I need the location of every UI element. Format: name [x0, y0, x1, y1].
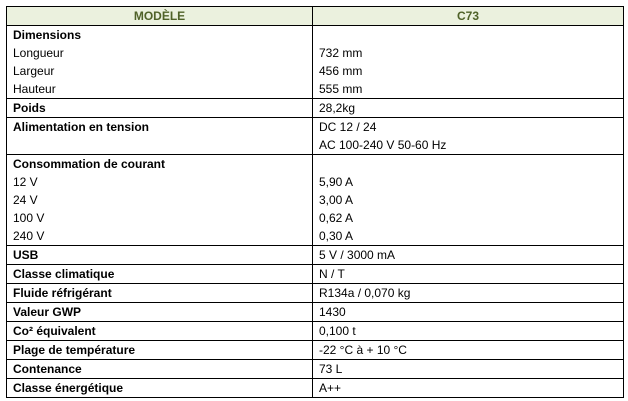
- classe-climatique-value: N / T: [313, 265, 624, 284]
- alimentation-values: [313, 118, 624, 155]
- alimentation-label-cell: [7, 118, 313, 155]
- table-row-dimensions: [7, 26, 624, 99]
- dimensions-title: Dimensions: [13, 28, 82, 42]
- header-model: MODÈLE: [7, 7, 313, 26]
- temperature-value: -22 °C à + 10 °C: [313, 341, 624, 360]
- label-24v: 24 V: [13, 193, 38, 207]
- table-row-co2: [7, 322, 624, 341]
- label-largeur: Largeur: [13, 64, 55, 78]
- value-240v: 0,30 A: [319, 229, 354, 243]
- alimentation-ac: AC 100-240 V 50-60 Hz: [319, 138, 447, 152]
- co2-label: Co² équivalent: [7, 322, 313, 341]
- label-longueur: Longueur: [13, 46, 64, 60]
- value-largeur: 456 mm: [319, 64, 363, 78]
- table-row-fluide: [7, 284, 624, 303]
- spec-table: [6, 6, 624, 398]
- header-c73: C73: [313, 7, 624, 26]
- classe-energetique-value: A++: [313, 379, 624, 398]
- table-row-usb: [7, 246, 624, 265]
- fluide-label: Fluide réfrigérant: [7, 284, 313, 303]
- alimentation-dc: DC 12 / 24: [319, 120, 377, 134]
- contenance-value: 73 L: [313, 360, 624, 379]
- table-row-contenance: [7, 360, 624, 379]
- classe-energetique-label: Classe énergétique: [7, 379, 313, 398]
- value-100v: 0,62 A: [319, 211, 354, 225]
- usb-label: USB: [7, 246, 313, 265]
- table-row-poids: [7, 99, 624, 118]
- dimensions-values: [313, 26, 624, 99]
- fluide-value: R134a / 0,070 kg: [313, 284, 624, 303]
- table-row-alimentation: [7, 118, 624, 155]
- classe-climatique-label: Classe climatique: [7, 265, 313, 284]
- alimentation-label: Alimentation en tension: [13, 120, 150, 134]
- value-longueur: 732 mm: [319, 46, 363, 60]
- value-24v: 3,00 A: [319, 193, 354, 207]
- value-hauteur: 555 mm: [319, 82, 363, 96]
- consommation-title: Consommation de courant: [13, 157, 166, 171]
- consommation-labels: [7, 155, 313, 246]
- usb-value: 5 V / 3000 mA: [313, 246, 624, 265]
- table-row-gwp: [7, 303, 624, 322]
- poids-value: 28,2kg: [313, 99, 624, 118]
- contenance-label: Contenance: [7, 360, 313, 379]
- table-row-consommation: [7, 155, 624, 246]
- label-100v: 100 V: [13, 211, 45, 225]
- label-hauteur: Hauteur: [13, 82, 56, 96]
- table-header-row: [7, 7, 624, 26]
- temperature-label: Plage de température: [7, 341, 313, 360]
- gwp-value: 1430: [313, 303, 624, 322]
- table-row-temperature: [7, 341, 624, 360]
- poids-label: Poids: [7, 99, 313, 118]
- consommation-values: [313, 155, 624, 246]
- value-12v: 5,90 A: [319, 175, 354, 189]
- label-240v: 240 V: [13, 229, 45, 243]
- gwp-label: Valeur GWP: [7, 303, 313, 322]
- dimensions-labels: [7, 26, 313, 99]
- table-row-classe-climatique: [7, 265, 624, 284]
- table-row-classe-energetique: [7, 379, 624, 398]
- co2-value: 0,100 t: [313, 322, 624, 341]
- label-12v: 12 V: [13, 175, 38, 189]
